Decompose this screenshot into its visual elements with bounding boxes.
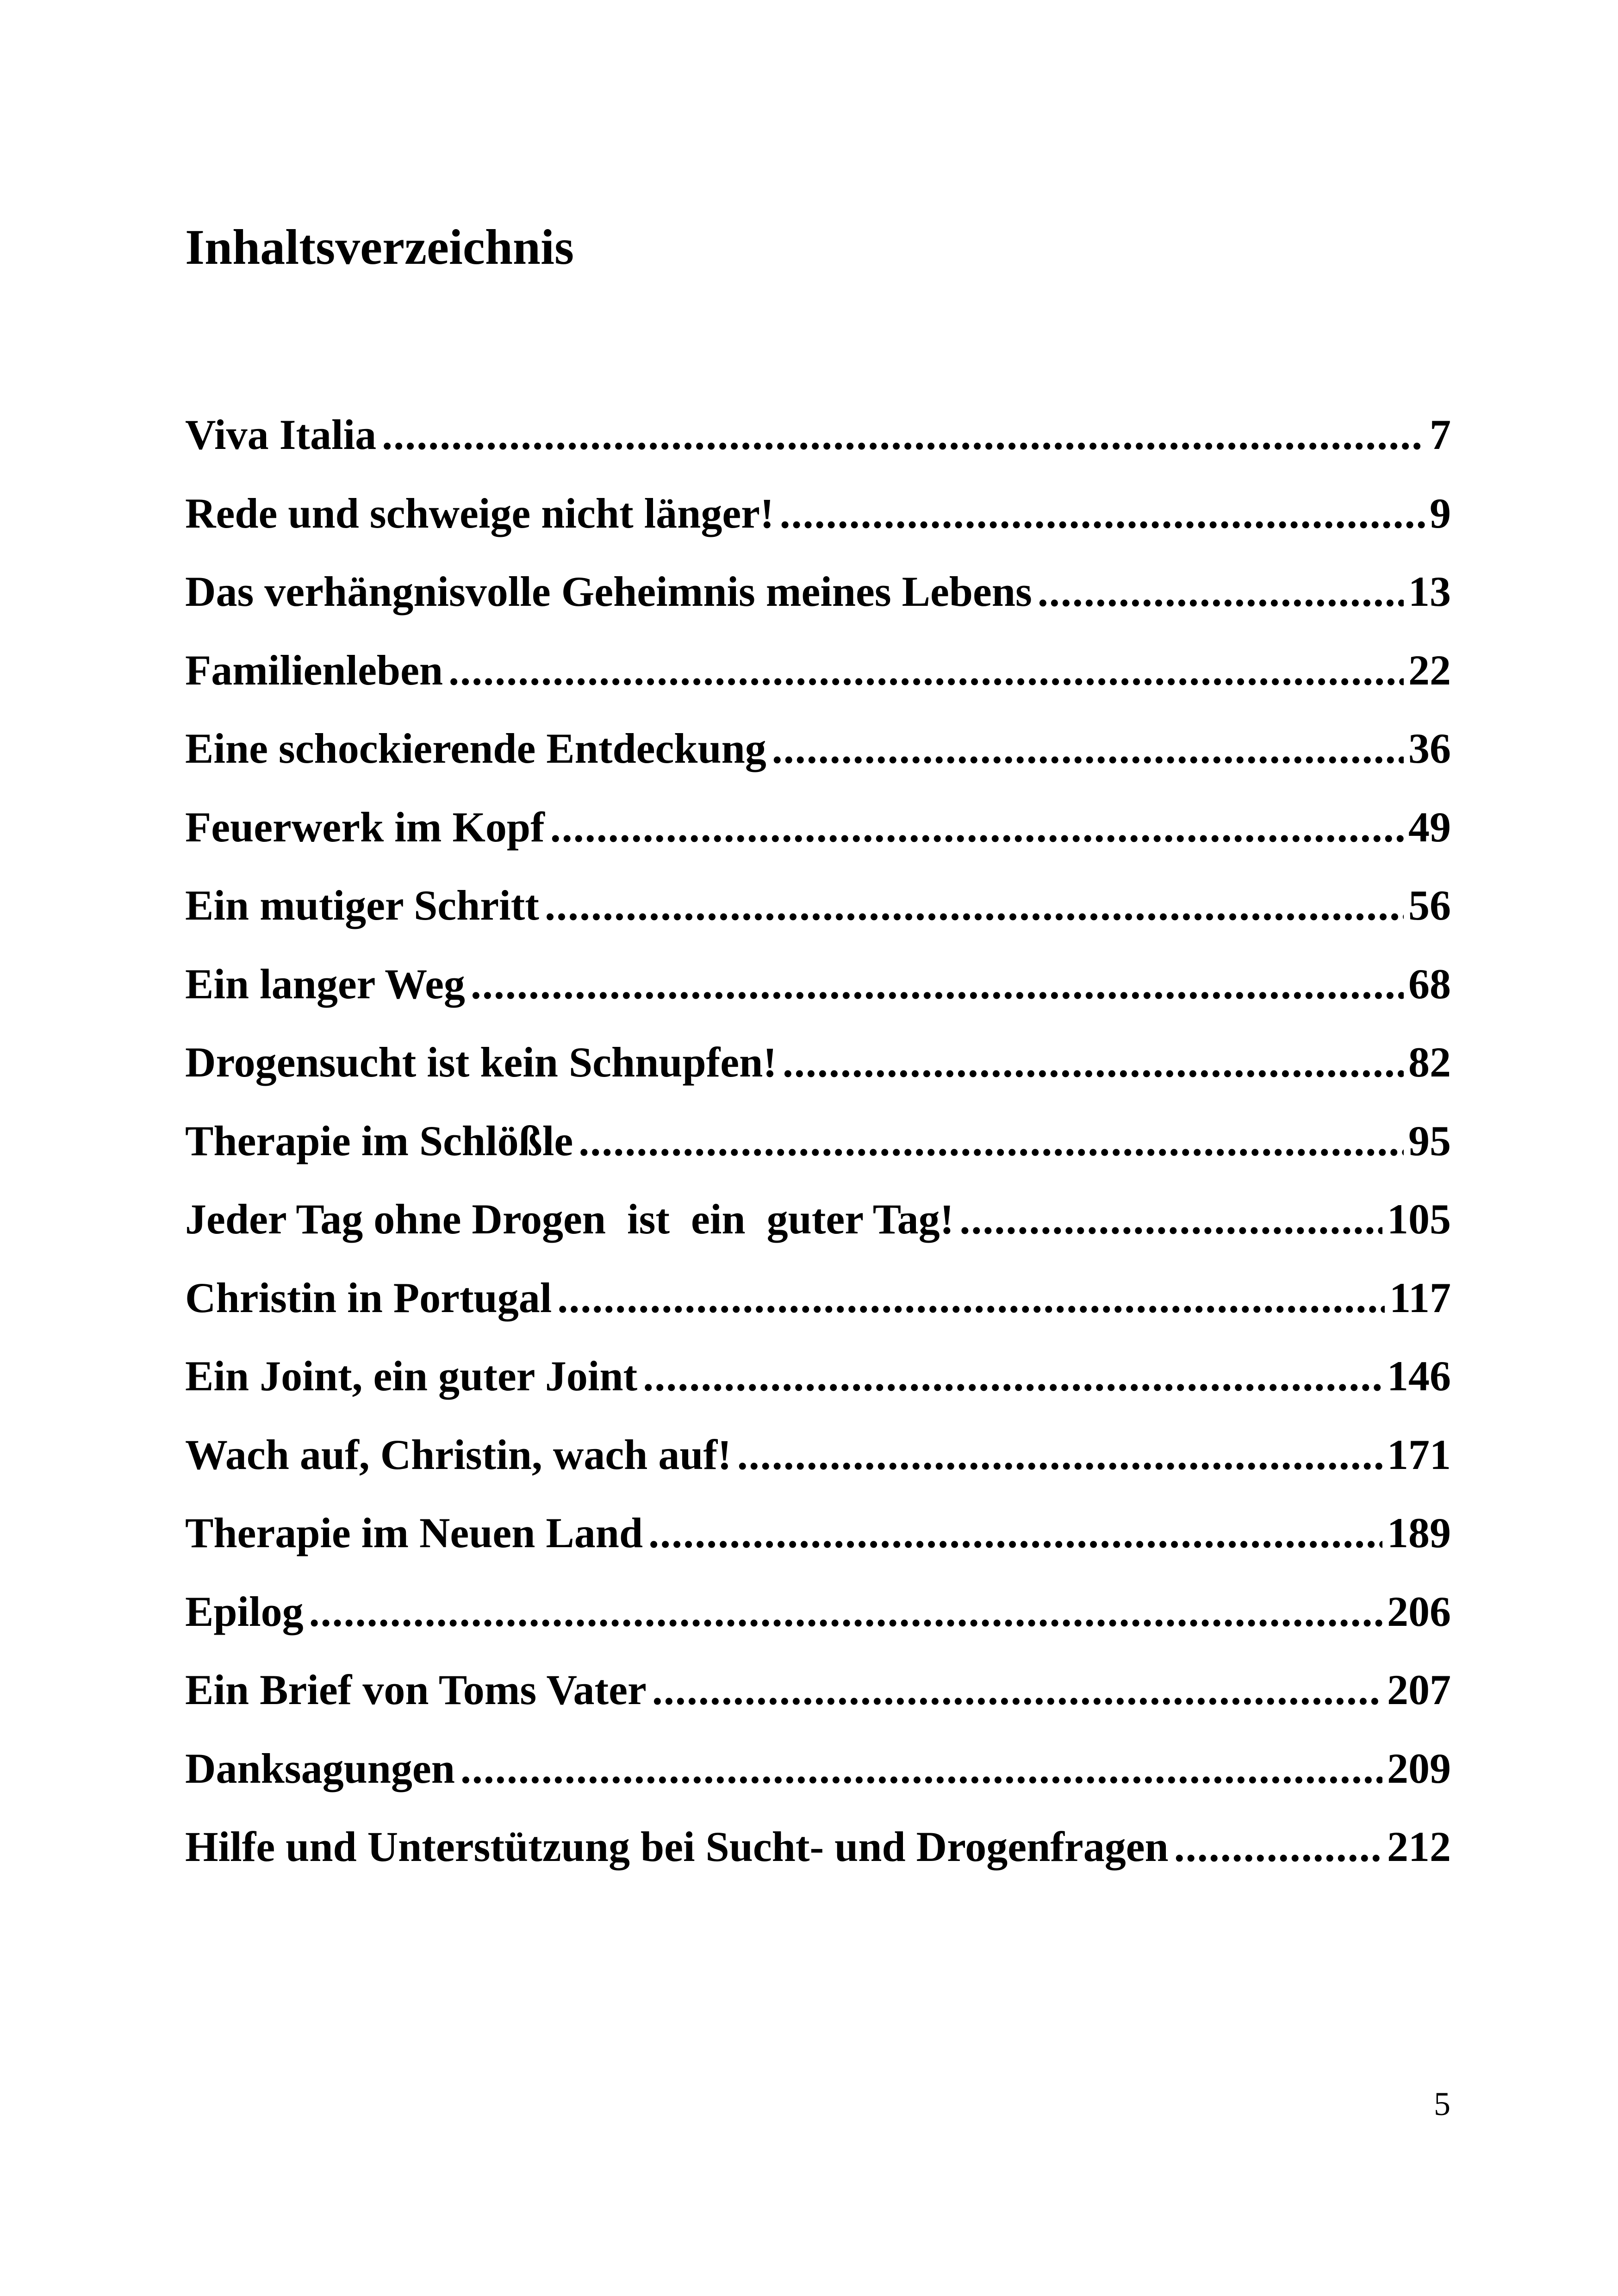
toc-entry-page: 7: [1430, 411, 1451, 458]
toc-entry-title: Viva Italia: [185, 411, 377, 458]
toc-entry[interactable]: [185, 1808, 1451, 1886]
toc-entry-page: 117: [1389, 1274, 1451, 1321]
toc-entry-title: Ein mutiger Schritt: [185, 882, 539, 929]
page-title: Inhaltsverzeichnis: [185, 220, 574, 275]
toc-entry-title: Hilfe und Unterstützung bei Sucht- und Drogenfragen: [185, 1823, 1169, 1870]
toc-entry-title: Drogensucht ist kein Schnupfen!: [185, 1039, 777, 1086]
toc-entry-page: 9: [1430, 489, 1451, 537]
toc-entry-title: Das verhängnisvolle Geheimnis meines Lebens: [185, 568, 1032, 615]
toc-entry-page: 206: [1387, 1587, 1451, 1635]
toc-entry[interactable]: [185, 553, 1451, 631]
dot-leader: [959, 1180, 1382, 1259]
toc-entry-title: Christin in Portugal: [185, 1274, 552, 1321]
dot-leader: [382, 396, 1425, 474]
toc-entry[interactable]: [185, 788, 1451, 867]
toc-entry[interactable]: [185, 631, 1451, 710]
toc-entry[interactable]: [185, 1416, 1451, 1494]
toc-entry[interactable]: [185, 1259, 1451, 1338]
toc-entry[interactable]: [185, 709, 1451, 788]
toc-entry-page: 171: [1387, 1431, 1451, 1478]
toc-entry-title: Familienleben: [185, 646, 443, 694]
toc-entry-title: Jeder Tag ohne Drogen ist ein guter Tag!: [185, 1195, 954, 1243]
toc-entry-page: 68: [1408, 960, 1451, 1008]
toc-entry[interactable]: [185, 1573, 1451, 1651]
toc-entry-page: 13: [1408, 568, 1451, 615]
toc-entry[interactable]: [185, 1730, 1451, 1808]
dot-leader: [309, 1573, 1382, 1651]
toc-entry[interactable]: [185, 1651, 1451, 1730]
toc-entry[interactable]: [185, 1494, 1451, 1573]
toc-entry-page: 189: [1387, 1509, 1451, 1556]
toc-entry[interactable]: [185, 1337, 1451, 1416]
dot-leader: [1038, 553, 1404, 631]
toc-entry-page: 56: [1408, 882, 1451, 929]
toc-entry[interactable]: [185, 1180, 1451, 1259]
toc-entry-page: 209: [1387, 1744, 1451, 1792]
dot-leader: [557, 1259, 1385, 1338]
dot-leader: [448, 631, 1404, 710]
toc-entry-title: Rede und schweige nicht länger!: [185, 489, 774, 537]
dot-leader: [652, 1651, 1382, 1730]
dot-leader: [648, 1494, 1382, 1573]
toc-entry-title: Danksagungen: [185, 1744, 455, 1792]
toc-entry[interactable]: [185, 396, 1451, 474]
dot-leader: [737, 1416, 1382, 1494]
dot-leader: [545, 866, 1404, 945]
dot-leader: [643, 1337, 1382, 1416]
dot-leader: [780, 474, 1425, 553]
toc-entry-title: Ein Joint, ein guter Joint: [185, 1352, 638, 1400]
toc-entry-page: 95: [1408, 1117, 1451, 1164]
toc-entry-page: 105: [1387, 1195, 1451, 1243]
toc-entry-page: 82: [1408, 1039, 1451, 1086]
dot-leader: [1174, 1808, 1382, 1886]
dot-leader: [579, 1102, 1404, 1181]
toc-entry-page: 207: [1387, 1666, 1451, 1713]
dot-leader: [471, 945, 1404, 1024]
dot-leader: [461, 1730, 1382, 1808]
toc-entry-page: 146: [1387, 1352, 1451, 1400]
toc-entry[interactable]: [185, 1023, 1451, 1102]
toc-entry-title: Wach auf, Christin, wach auf!: [185, 1431, 732, 1478]
toc-entry[interactable]: [185, 1102, 1451, 1181]
toc-entry-page: 22: [1408, 646, 1451, 694]
toc-entry[interactable]: [185, 474, 1451, 553]
dot-leader: [783, 1023, 1404, 1102]
toc-entry-title: Epilog: [185, 1587, 304, 1635]
toc-entry-page: 212: [1387, 1823, 1451, 1870]
toc-entry-page: 49: [1408, 803, 1451, 851]
toc-entry-title: Ein Brief von Toms Vater: [185, 1666, 647, 1713]
toc-entry-title: Ein langer Weg: [185, 960, 465, 1008]
dot-leader: [772, 709, 1404, 788]
toc-entry-page: 36: [1408, 725, 1451, 772]
toc-entry-title: Therapie im Schlößle: [185, 1117, 573, 1164]
toc-entry[interactable]: [185, 866, 1451, 945]
table-of-contents: [185, 396, 1451, 1886]
toc-entry-title: Eine schockierende Entdeckung: [185, 725, 766, 772]
toc-entry-title: Therapie im Neuen Land: [185, 1509, 643, 1556]
page-number: 5: [1434, 2085, 1450, 2122]
toc-entry-title: Feuerwerk im Kopf: [185, 803, 545, 851]
toc-entry[interactable]: [185, 945, 1451, 1024]
dot-leader: [550, 788, 1404, 867]
